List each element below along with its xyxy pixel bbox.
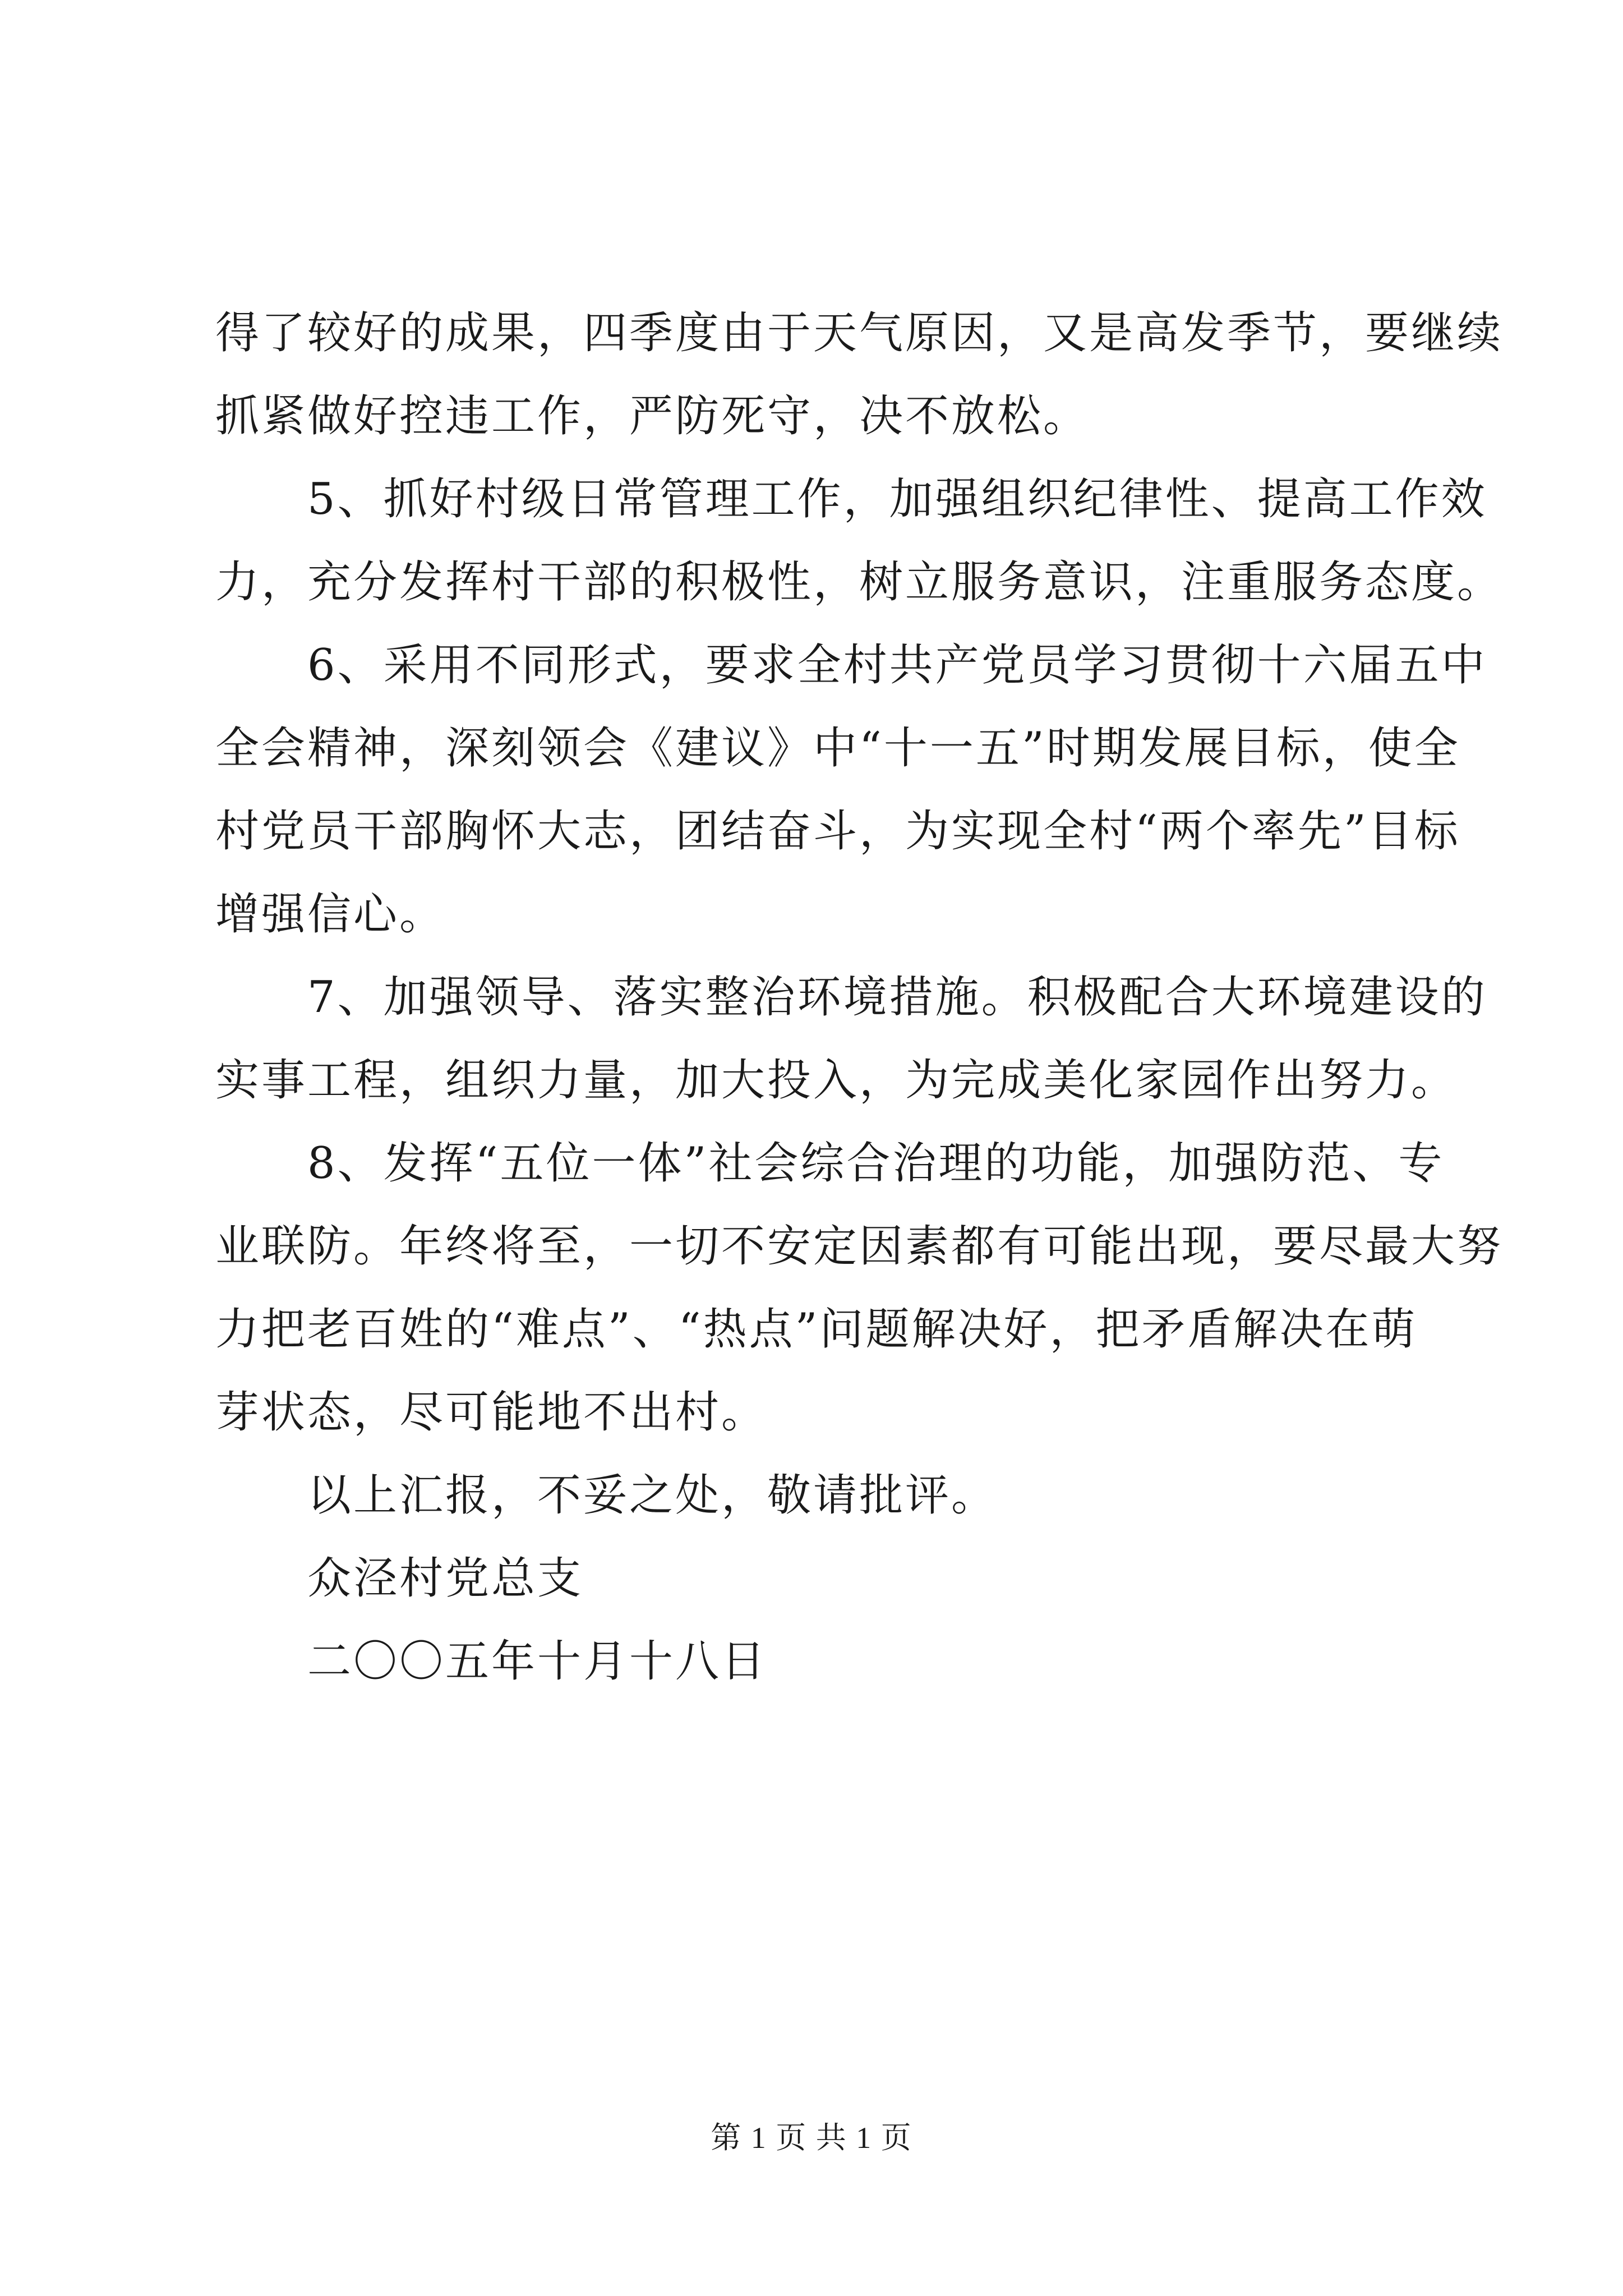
signature-date: 二〇〇五年十月十八日 [307,1636,768,1687]
closing-line: 以上汇报，不妥之处，敬请批评。 [307,1470,998,1521]
text-line: 实事工程，组织力量，加大投入，为完成美化家园作出努力。 [215,1055,1458,1106]
text-line: 村党员干部胸怀大志，团结奋斗，为实现全村“两个率先”目标 [215,806,1460,857]
text-line: 6、采用不同形式，要求全村共产党员学习贯彻十六届五中 [307,640,1487,691]
text-line: 业联防。年终将至，一切不安定因素都有可能出现，要尽最大努 [215,1221,1504,1272]
text-line: 8、发挥“五位一体”社会综合治理的功能，加强防范、专 [307,1138,1445,1189]
page-number-footer: 第 1 页 共 1 页 [711,2121,912,2155]
signature-org: 众泾村党总支 [307,1553,584,1604]
text-line: 芽状态，尽可能地不出村。 [215,1387,768,1438]
text-line: 力把老百姓的“难点”、“热点”问题解决好，把矛盾解决在萌 [215,1304,1418,1355]
text-line: 7、加强领导、落实整治环境措施。积极配合大环境建设的 [307,972,1487,1023]
text-line: 得了较好的成果，四季度由于天气原因，又是高发季节，要继续 [215,308,1504,358]
text-line: 力，充分发挥村干部的积极性，树立服务意识，注重服务态度。 [215,557,1504,608]
text-line: 5、抓好村级日常管理工作，加强组织纪律性、提高工作效 [307,474,1487,524]
text-line: 抓紧做好控违工作，严防死守，决不放松。 [215,391,1090,441]
text-line: 增强信心。 [215,889,446,940]
text-line: 全会精神，深刻领会《建议》中“十一五”时期发展目标，使全 [215,723,1460,774]
document-body [215,292,1504,1703]
